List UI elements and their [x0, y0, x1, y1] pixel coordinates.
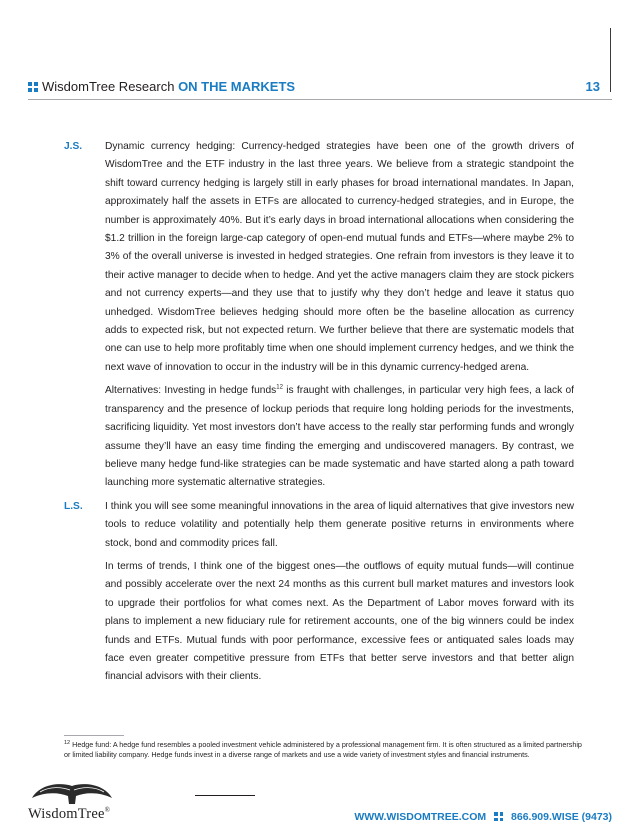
speaker-block-ls — [64, 498, 574, 687]
footnote — [64, 740, 582, 759]
header-brand: WisdomTree Research — [42, 79, 179, 94]
paragraph: I think you will see some meaningful innovations in the area of liquid alternatives that give investors new tools to reduce volatility and potentially help them generate positive returns in environments where stock, bond and commodity prices fall. — [105, 500, 574, 549]
grid-squares-icon — [28, 82, 38, 92]
footnote-text: Hedge fund: A hedge fund resembles a pooled investment vehicle administered by a professional management firm. It is often structured as a limited partnership or limited liability company. Hedge funds invest in a diverse range of markets and use a wide variety of investment styles and financial instruments. — [64, 740, 582, 759]
header-title — [42, 79, 295, 94]
page-number: 13 — [585, 79, 600, 94]
page-header — [28, 79, 600, 95]
speaker-label: L.S. — [64, 500, 83, 512]
footer-contact — [354, 811, 612, 823]
paragraph: Dynamic currency hedging: Currency-hedged strategies have been one of the growth drivers of WisdomTree and the ETF industry in the last three years. We believe from a strategic standpoint the shift toward currency hedging is largely still in early phases for broad international mandates. In Japan, approximately half the assets in ETFs are allocated to currency-hedged strategies, and in Europe, the number is approximately 40%. But it’s early days in broad international allocations when considering the $1.2 trillion in the foreign large-cap category of open-end mutual funds and ETFs—where maybe 2% to 3% of the overall universe is invested in hedged strategies. One refrain from investors is they leave it to their active manager to decide when to hedge. And yet the active managers claim they are stock pickers and not currency experts—and they use that to justify why they don’t hedge and leave it status quo unhedged. WisdomTree believes hedging should more often be the baseline allocation as currency adds to expected risk, but not expected return. We further believe that there are systematic models that one can use to help more profitably time when one should implement currency hedges, and we think the next wave of innovation to occur in the industry will be in this dynamic currency-hedged arena. — [105, 141, 574, 373]
paragraph: In terms of trends, I think one of the biggest ones—the outflows of equity mutual funds—will continue and possibly accelerate over the next 24 months as this current bull market matures and investors look to upgrade their portfolios for what comes next. As the Department of Labor moves forward with its plans to implement a new fiduciary rule for retirement accounts, one of the big winners could be index funds and ETFs. Mutual funds with poor performance, excessive fees or antiquated sales loads may face even greater competitive pressure from ETFs that better serve investors and that better align financial advisors with their clients. — [105, 560, 574, 683]
phone-number[interactable]: 866.909.WISE (9473) — [511, 811, 612, 823]
footnote-number: 12 — [64, 739, 71, 746]
article-body — [64, 138, 574, 692]
grid-squares-icon — [494, 812, 503, 821]
speaker-label: J.S. — [64, 141, 83, 152]
footnote-divider — [64, 735, 124, 736]
paragraph-alternatives — [105, 382, 574, 492]
vertical-rule — [610, 28, 611, 92]
header-section: ON THE MARKETS — [178, 79, 296, 94]
registered-mark: ® — [104, 806, 111, 815]
paragraph-text: Alternatives: Investing in hedge funds — [105, 385, 277, 397]
tree-logo-icon — [26, 780, 118, 806]
speaker-block-js — [64, 138, 574, 493]
website-link[interactable]: WWW.WISDOMTREE.COM — [354, 811, 487, 823]
logo-text: WisdomTree — [28, 806, 105, 822]
footer-logo[interactable] — [28, 806, 110, 823]
footer-divider — [195, 795, 255, 796]
header-divider — [28, 99, 612, 100]
paragraph-text: is fraught with challenges, in particular very high fees, a lack of transparency and the presence of lockup periods that require long holding periods for the investments, sacrificing liquidity. Yet most investors don’t have access to the really star performing funds and wrongly assume they’ll have an easy time finding the emerging and undiscovered managers. By contrast, we believe many hedge fund-like strategies can be made systematic and have started along a path toward launching more systematic alternative strategies. — [105, 385, 574, 489]
footnote-ref[interactable]: 12 — [276, 384, 283, 391]
